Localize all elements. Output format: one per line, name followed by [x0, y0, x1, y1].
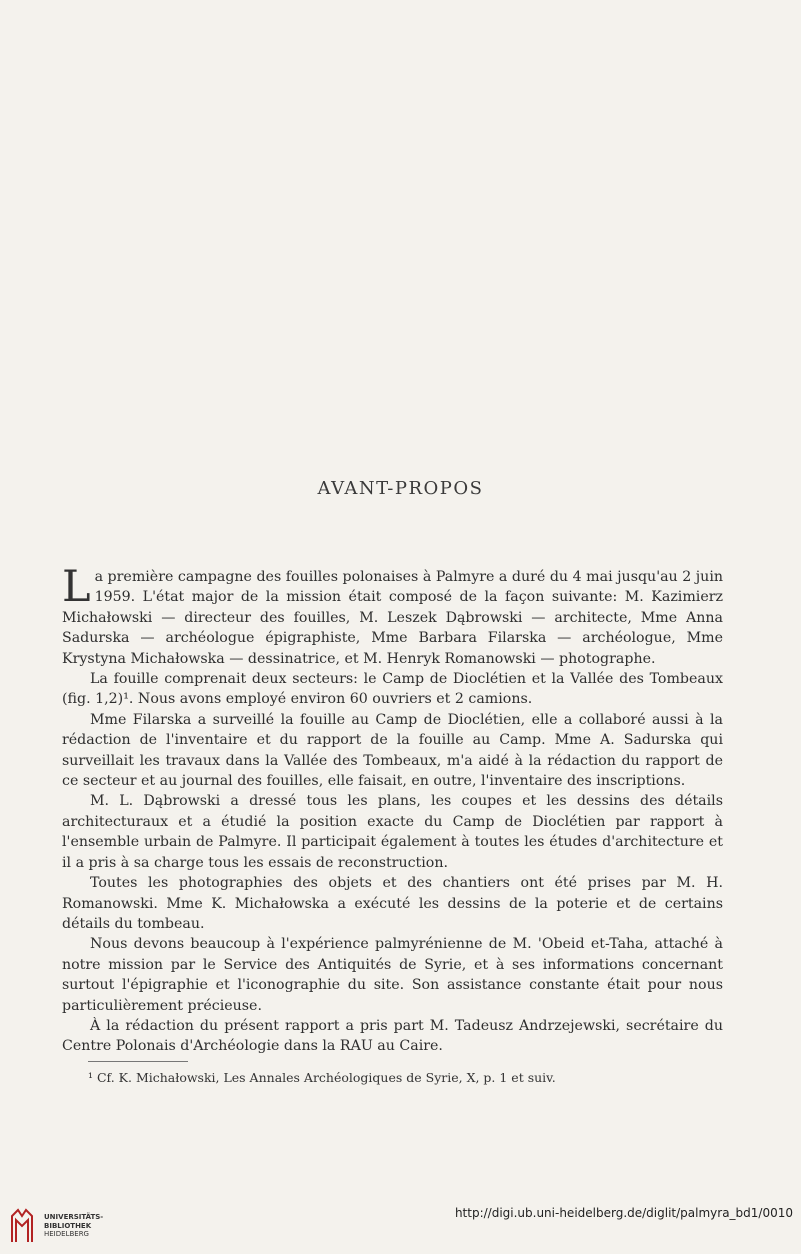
library-line-3: HEIDELBERG — [44, 1230, 89, 1238]
paragraph-3: Mme Filarska a surveillé la fouille au Camp de Dioclétien, elle a collaboré aussi à la rédaction de l'inventaire et du rapport de la fouille au Camp. Mme A. Sadurska qui surveillait les travaux dans la Vallée des Tombeaux, m'a aidé à la rédaction du rapport de ce secteur et au journal des fouilles, elle faisait, en outre, l'inventaire des inscriptions. — [62, 711, 723, 790]
footnote: ¹ Cf. K. Michałowski, Les Annales Archéologiques de Syrie, X, p. 1 et suiv. — [88, 1070, 556, 1085]
page-title: AVANT-PROPOS — [317, 478, 484, 499]
library-name — [44, 1213, 103, 1239]
library-logo-icon — [8, 1208, 36, 1244]
paragraph-2: La fouille comprenait deux secteurs: le Camp de Dioclétien et la Vallée des Tombeaux (fig. 1,2)¹. Nous avons employé environ 60 ouvriers et 2 camions. — [62, 671, 723, 708]
paragraph-1-text: a première campagne des fouilles polonaises à Palmyre a duré du 4 mai jusqu'au 2 juin 1959. L'état major de la mission était composé de la façon suivante: M. Kazimierz Michałowski — directeur des fouilles, M. Leszek Dąbrowski — architecte, Mme Anna Sadurska — archéologue épigraphiste, Mme Barbara Filarska — archéologue, Mme Krystyna Michałowska — dessinatrice, et M. Henryk Romanowski — photographe. — [62, 569, 723, 667]
footnote-divider — [88, 1061, 188, 1062]
drop-cap: L — [62, 562, 91, 612]
paragraph-5: Toutes les photographies des objets et des chantiers ont été prises par M. H. Romanowski. Mme K. Michałowska a exécuté les dessins de la poterie et de certains détails du tombeau. — [62, 875, 723, 932]
source-url[interactable]: http://digi.ub.uni-heidelberg.de/diglit/palmyra_bd1/0010 — [454, 1206, 793, 1220]
paragraph-7: À la rédaction du présent rapport a pris part M. Tadeusz Andrzejewski, secrétaire du Centre Polonais d'Archéologie dans la RAU au Caire. — [62, 1017, 723, 1055]
paragraph-4: M. L. Dąbrowski a dressé tous les plans, les coupes et les dessins des détails architecturaux et a étudié la position exacte du Camp de Dioclétien par rapport à l'ensemble urbain de Palmyre. Il participait également à toutes les études d'architecture et il a pris à sa charge tous les essais de reconstruction. — [62, 793, 723, 871]
paragraph-6: Nous devons beaucoup à l'expérience palmyrénienne de M. 'Obeid et-Taha, attaché à notre mission par le Service des Antiquités de Syrie, et à ses informations concernant surtout l'épigraphie et l'iconographie du site. Son assistance constante était pour nous particulièrement précieuse. — [62, 936, 723, 1014]
paragraph-1 — [62, 562, 723, 669]
body-text — [62, 562, 723, 1057]
library-line-1: UNIVERSITÄTS- — [44, 1213, 104, 1221]
library-line-2: BIBLIOTHEK — [44, 1221, 92, 1230]
